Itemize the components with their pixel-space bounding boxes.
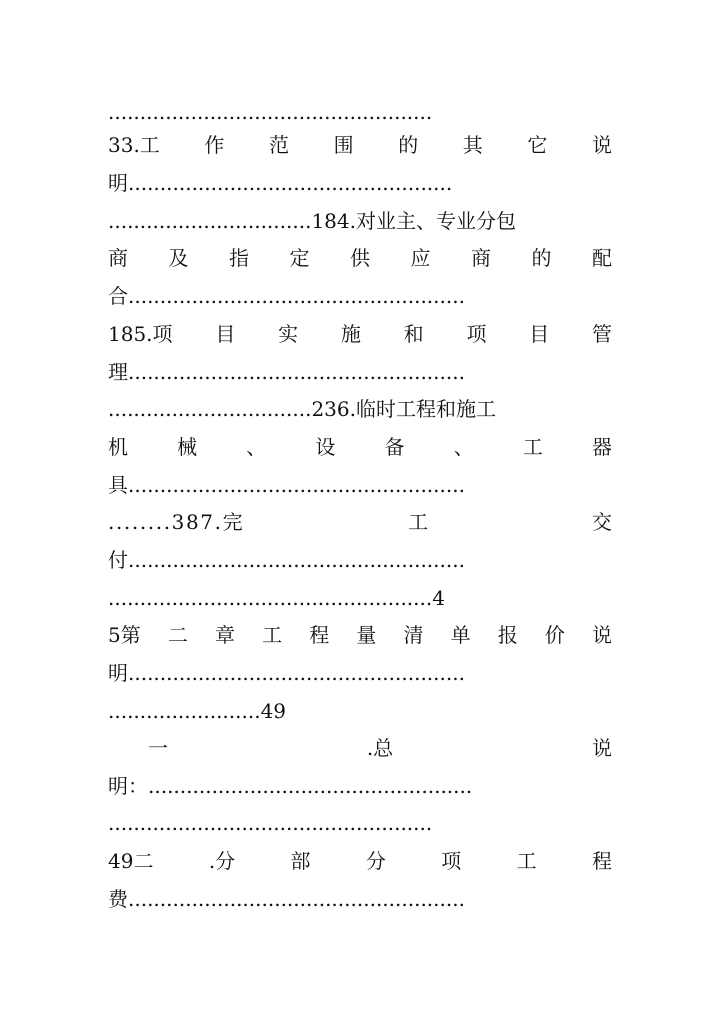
toc-line-21-part-3: 部: [290, 849, 311, 873]
toc-line-2-part-1: 33.工: [108, 133, 160, 157]
toc-line-12-part-2: 工: [408, 510, 429, 534]
toc-line-17: ........................49: [108, 699, 287, 723]
toc-line-21: [108, 846, 612, 876]
toc-line-5-part-5: 供: [350, 246, 370, 270]
toc-line-21-part-2: .分: [208, 849, 236, 873]
toc-line-3: 明...................................................: [108, 171, 453, 195]
toc-line-4: ................................184.对业主、专业分包: [108, 209, 516, 233]
toc-line-11: 具.....................................................: [108, 473, 465, 497]
toc-line-10-part-8: 器: [591, 435, 612, 459]
toc-line-18-part-3: 说: [591, 736, 612, 760]
toc-line-9: ................................236.临时工程和施工: [108, 397, 496, 421]
toc-line-18-part-2: .总: [366, 736, 394, 760]
toc-line-10-part-6: 、: [453, 435, 474, 459]
toc-line-21-part-5: 项: [441, 849, 462, 873]
toc-line-7-part-5: 和: [403, 322, 424, 346]
toc-line-5-part-6: 应: [410, 246, 431, 270]
toc-line-5-part-3: 指: [229, 246, 249, 270]
toc-line-5-part-2: 及: [168, 246, 189, 270]
toc-line-15: [108, 620, 612, 650]
toc-line-21-part-6: 工: [516, 849, 537, 873]
toc-line-13: 付.....................................................: [108, 548, 465, 572]
toc-line-7-part-3: 实: [278, 322, 299, 346]
toc-line-2-part-6: 其: [462, 133, 483, 157]
toc-line-10: [108, 432, 612, 462]
toc-line-10-part-5: 备: [384, 435, 405, 459]
toc-line-10-part-2: 械: [177, 435, 198, 459]
toc-line-19: 明：...................................................: [108, 774, 473, 798]
toc-line-7: [108, 319, 612, 349]
toc-line-12-part-1: ........387.完: [108, 510, 245, 534]
toc-line-15-part-2: 二: [167, 623, 188, 647]
toc-line-15-part-1: 5第: [108, 623, 141, 647]
toc-line-10-part-7: 工: [522, 435, 543, 459]
toc-line-2-part-8: 说: [591, 133, 612, 157]
toc-line-2-part-7: 它: [527, 133, 548, 157]
toc-line-14: ...................................................4: [108, 586, 445, 610]
toc-line-21-part-1: 49二: [108, 849, 154, 873]
toc-line-7-part-6: 项: [466, 322, 487, 346]
toc-line-12-part-3: 交: [591, 510, 612, 534]
toc-line-5-part-8: 的: [531, 246, 552, 270]
toc-line-7-part-8: 管: [592, 322, 612, 346]
toc-line-7-part-7: 目: [529, 322, 550, 346]
toc-line-2-part-4: 围: [333, 133, 354, 157]
toc-line-10-part-3: 、: [246, 435, 267, 459]
toc-line-20: ...................................................: [108, 811, 433, 835]
toc-line-5-part-4: 定: [289, 246, 310, 270]
toc-line-10-part-4: 设: [315, 435, 336, 459]
toc-line-21-part-7: 程: [591, 849, 612, 873]
toc-line-16: 明.....................................................: [108, 661, 465, 685]
toc-line-12: [108, 507, 612, 537]
toc-line-15-part-6: 量: [356, 623, 377, 647]
toc-line-22: 费.....................................................: [108, 887, 465, 911]
toc-line-21-part-4: 分: [365, 849, 386, 873]
toc-line-18-part-1: 一: [108, 736, 168, 760]
toc-line-2-part-2: 作: [204, 133, 225, 157]
toc-line-15-part-5: 程: [309, 623, 330, 647]
toc-line-15-part-11: 说: [591, 623, 612, 647]
toc-line-2-part-3: 范: [269, 133, 289, 157]
toc-line-2-part-5: 的: [398, 133, 419, 157]
toc-line-5: [108, 243, 612, 273]
toc-line-8: 理.....................................................: [108, 360, 465, 384]
toc-line-2: [108, 130, 612, 160]
toc-line-15-part-4: 工: [262, 623, 283, 647]
toc-line-15-part-8: 单: [450, 623, 471, 647]
toc-line-15-part-9: 报: [497, 623, 518, 647]
toc-line-15-part-7: 清: [403, 623, 424, 647]
toc-line-15-part-10: 价: [544, 623, 565, 647]
toc-line-6: 合.....................................................: [108, 284, 465, 308]
toc-line-5-part-7: 商: [471, 246, 491, 270]
toc-line-7-part-1: 185.项: [108, 322, 173, 346]
toc-line-15-part-3: 章: [214, 623, 235, 647]
toc-line-7-part-4: 施: [340, 322, 361, 346]
toc-line-18: [108, 733, 612, 763]
toc-line-10-part-1: 机: [108, 435, 128, 459]
toc-line-5-part-9: 配: [592, 246, 612, 270]
toc-line-5-part-1: 商: [108, 246, 128, 270]
toc-line-1: ...................................................: [108, 100, 433, 124]
toc-line-7-part-2: 目: [215, 322, 236, 346]
